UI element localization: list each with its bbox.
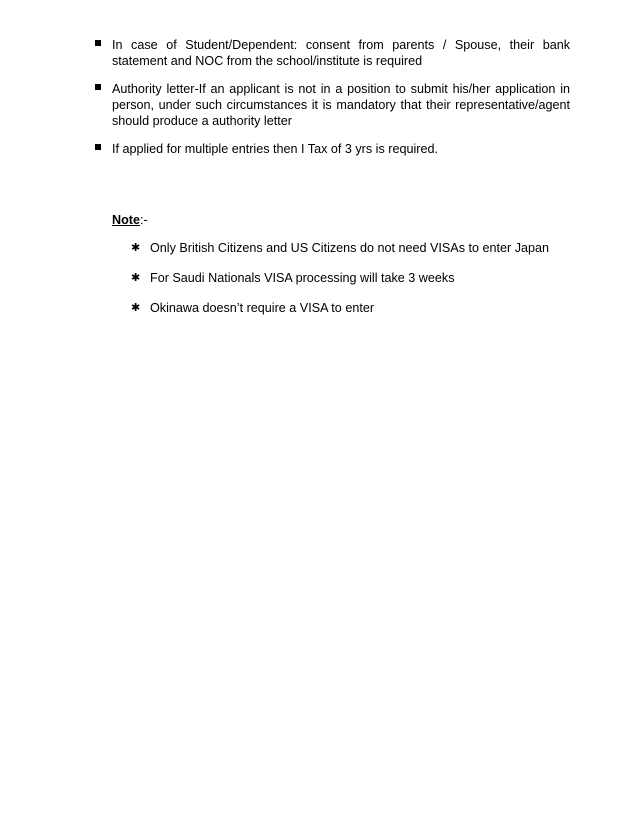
- square-bullet-icon: [95, 144, 101, 150]
- list-item-text: Authority letter-If an applicant is not in a position to submit his/her application in person, under such circumstances it is mandatory that their representative/agent should produce a authority letter: [112, 82, 570, 128]
- list-item: [112, 270, 572, 286]
- square-bullet-icon: [95, 84, 101, 90]
- note-item-text: For Saudi Nationals VISA processing will take 3 weeks: [150, 271, 455, 285]
- note-heading: [112, 212, 572, 228]
- note-heading-label: Note: [112, 213, 140, 227]
- list-item: [112, 300, 572, 316]
- list-item-text: In case of Student/Dependent: consent from parents / Spouse, their bank statement and NOC from the school/institute is required: [112, 38, 570, 68]
- requirements-list: [94, 37, 570, 157]
- note-heading-suffix: :-: [140, 213, 148, 227]
- list-item-text: If applied for multiple entries then I Tax of 3 yrs is required.: [112, 142, 438, 156]
- asterisk-bullet-icon: ✱: [131, 301, 141, 314]
- note-list: [112, 240, 572, 316]
- list-item: [94, 141, 570, 157]
- list-item: [94, 37, 570, 69]
- square-bullet-icon: [95, 40, 101, 46]
- note-section: [112, 212, 572, 330]
- list-item: [94, 81, 570, 129]
- note-item-text: Only British Citizens and US Citizens do not need VISAs to enter Japan: [150, 241, 550, 255]
- asterisk-bullet-icon: ✱: [131, 241, 141, 254]
- list-item: [112, 240, 572, 256]
- asterisk-bullet-icon: ✱: [131, 271, 141, 284]
- note-item-text: Okinawa doesn’t require a VISA to enter: [150, 301, 375, 315]
